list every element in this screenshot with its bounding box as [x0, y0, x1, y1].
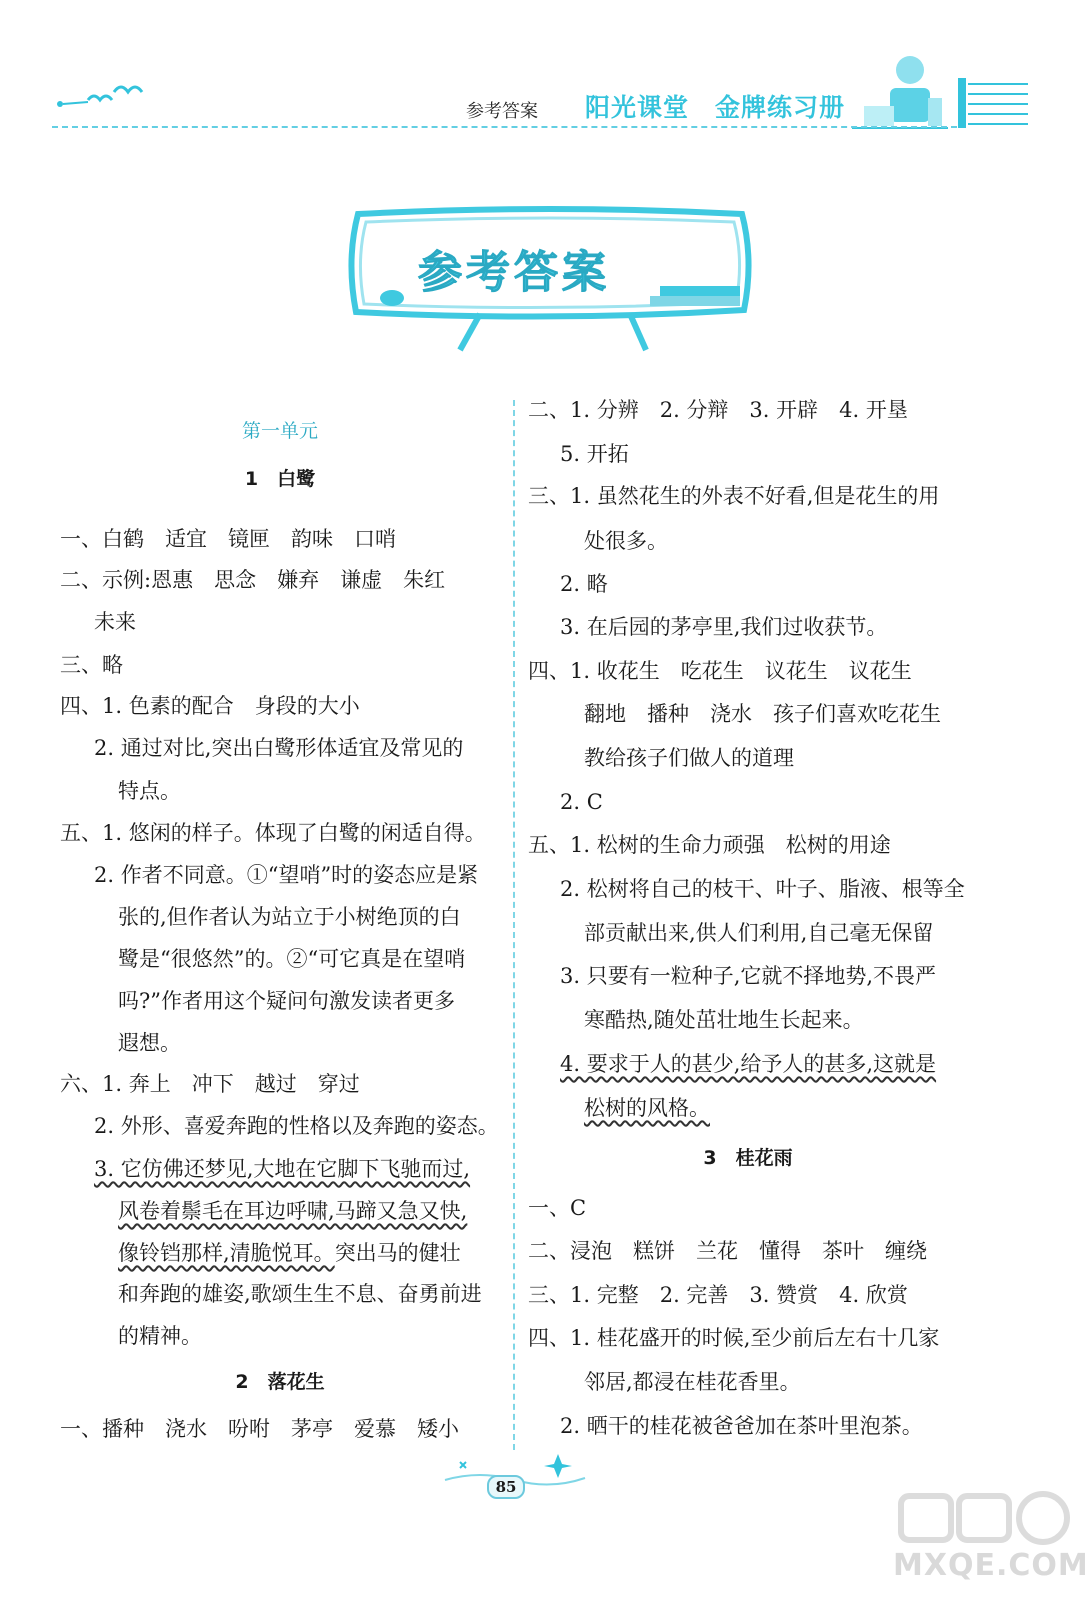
answer-line: 2. 晒干的桂花被爸爸加在茶叶里泡茶。: [560, 1414, 923, 1438]
answer-line: 翻地 播种 浇水 孩子们喜欢吃花生: [584, 702, 941, 726]
answer-line: 邻居,都浸在桂花香里。: [584, 1370, 801, 1394]
underlined-span: 像铃铛那样,清脆悦耳。: [118, 1241, 335, 1265]
answer-line: 特点。: [118, 779, 181, 803]
column-divider: [513, 400, 515, 1450]
lesson-heading: 3 桂花雨: [703, 1147, 793, 1169]
answer-line: 2. 外形、喜爱奔跑的性格以及奔跑的姿态。: [94, 1114, 499, 1138]
answer-line: 一、白鹤 适宜 镜匣 韵味 口哨: [60, 527, 396, 551]
answer-line: 2. 通过对比,突出白鹭形体适宜及常见的: [94, 736, 464, 760]
lesson-heading: 2 落花生: [235, 1371, 325, 1393]
header-section-label: 参考答案: [466, 101, 538, 122]
answer-line: 部贡献出来,供人们利用,自己毫无保留: [584, 921, 934, 945]
answer-line: 2. 松树将自己的枝干、叶子、脂液、根等全: [560, 877, 965, 901]
answer-line: 吗?”作者用这个疑问句激发读者更多: [118, 989, 455, 1013]
answer-line: 四、1. 收花生 吃花生 议花生 议花生: [528, 659, 912, 683]
answer-line: 五、1. 松树的生命力顽强 松树的用途: [528, 833, 891, 857]
answer-line: 张的,但作者认为站立于小树绝顶的白: [118, 905, 461, 929]
answer-line: 处很多。: [584, 529, 668, 553]
student-decor-icon: [850, 52, 950, 130]
answer-line: 5. 开拓: [560, 442, 629, 466]
page-title: 参考答案: [418, 247, 610, 298]
header-brand-b: 金牌练习册: [715, 93, 846, 122]
watermark-text: MXQE.COM: [893, 1548, 1089, 1583]
answer-line: 3. 只要有一粒种子,它就不择地势,不畏严: [560, 964, 937, 988]
answer-line: 四、1. 色素的配合 身段的大小: [60, 694, 360, 718]
answer-line-underlined: 4. 要求于人的甚少,给予人的甚多,这就是: [560, 1052, 937, 1076]
answer-line: 鹭是“很悠然”的。②“可它真是在望哨: [118, 947, 466, 971]
answer-line: 三、1. 虽然花生的外表不好看,但是花生的用: [528, 484, 940, 508]
lesson-heading: 1 白鹭: [244, 468, 316, 490]
page-header: [0, 0, 1092, 140]
page-number: 85: [487, 1475, 525, 1499]
answer-line: 遐想。: [118, 1031, 181, 1055]
unit-heading: 第一单元: [241, 420, 318, 442]
header-rule: [52, 126, 957, 129]
stripes-decor-icon: [958, 78, 1028, 128]
answer-line: 2. 作者不同意。①“望哨”时的姿态应是紧: [94, 863, 479, 887]
answer-line: 四、1. 桂花盛开的时候,至少前后左右十几家: [528, 1326, 940, 1350]
answer-line-underlined: 3. 它仿佛还梦见,大地在它脚下飞驰而过,: [94, 1157, 471, 1181]
answer-line: 和奔跑的雄姿,歌颂生生不息、奋勇前进: [118, 1282, 482, 1306]
plain-span: 突出马的健壮: [334, 1241, 461, 1265]
answer-line: 2. C: [560, 790, 603, 814]
answer-line: 二、示例:恩惠 思念 嫌弃 谦虚 朱红: [60, 568, 446, 592]
answer-line-underlined: 风卷着鬃毛在耳边呼啸,马蹄又急又快,: [118, 1199, 468, 1223]
answer-line: 二、1. 分辨 2. 分辩 3. 开辟 4. 开垦: [528, 398, 908, 422]
answer-line-mixed: [118, 1238, 461, 1268]
answer-line: 三、1. 完整 2. 完善 3. 赞赏 4. 欣赏: [528, 1283, 908, 1307]
answer-line: 未来: [94, 610, 136, 634]
answer-line: 二、浸泡 糕饼 兰花 懂得 茶叶 缠绕: [528, 1239, 927, 1263]
answer-line: 一、C: [528, 1196, 587, 1220]
answer-line: 五、1. 悠闲的样子。体现了白鹭的闲适自得。: [60, 821, 486, 845]
answer-line: 一、播种 浇水 吩咐 茅亭 爱慕 矮小: [60, 1417, 459, 1441]
answer-line: 三、略: [60, 653, 123, 677]
answer-line: 的精神。: [118, 1324, 202, 1348]
answer-line-underlined: 松树的风格。: [584, 1096, 710, 1120]
birds-icon: [48, 72, 148, 122]
header-brand-a: 阳光课堂: [585, 93, 690, 122]
answer-line: 2. 略: [560, 572, 608, 596]
answer-line: 寒酷热,随处茁壮地生长起来。: [584, 1008, 864, 1032]
answer-line: 六、1. 奔上 冲下 越过 穿过: [60, 1072, 360, 1096]
answer-line: 3. 在后园的茅亭里,我们过收获节。: [560, 615, 888, 639]
answer-line: 教给孩子们做人的道理: [584, 746, 794, 770]
